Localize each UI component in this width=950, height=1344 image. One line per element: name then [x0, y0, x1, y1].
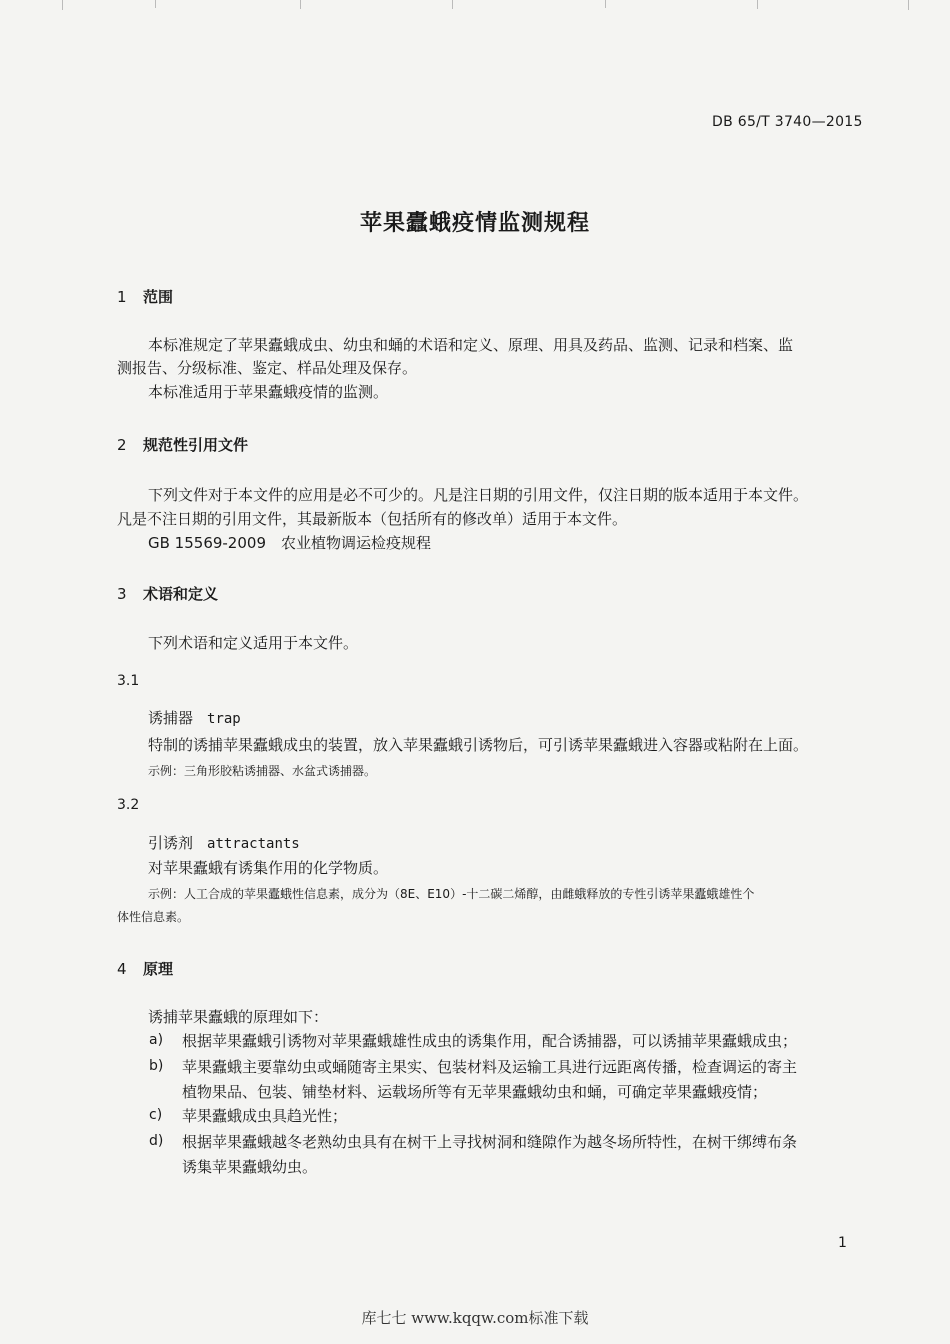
- scan-mark: [757, 0, 758, 9]
- term-zh: 诱捕器: [148, 709, 194, 727]
- list-item-label: d): [149, 1133, 164, 1149]
- list-item-text: 诱集苹果蠹蛾幼虫。: [182, 1158, 318, 1176]
- paragraph: 下列术语和定义适用于本文件。: [148, 634, 359, 652]
- section-number: 2: [117, 436, 127, 454]
- section-number: 4: [117, 960, 127, 978]
- section-title: 原理: [143, 960, 174, 978]
- page-number: 1: [838, 1235, 847, 1251]
- list-item-text: 根据苹果蠹蛾越冬老熟幼虫具有在树干上寻找树洞和缝隙作为越冬场所特性，在树干绑缚布条: [182, 1133, 798, 1151]
- subsection-number: 3.1: [117, 673, 140, 689]
- paragraph: 本标准规定了苹果蠹蛾成虫、幼虫和蛹的术语和定义、原理、用具及药品、监测、记录和档案、监: [148, 336, 794, 354]
- term-heading: [148, 707, 241, 731]
- paragraph: 下列文件对于本文件的应用是必不可少的。凡是注日期的引用文件，仅注日期的版本适用于本文件。: [148, 486, 809, 504]
- footer-watermark[interactable]: 库七七 www.kqqw.com标准下载: [361, 1309, 589, 1327]
- term-en: trap: [207, 711, 241, 727]
- list-item-text: 苹果蠹蛾主要靠幼虫或蛹随寄主果实、包装材料及运输工具进行远距离传播，检查调运的寄主: [182, 1058, 798, 1076]
- list-item-label: a): [149, 1032, 164, 1048]
- list-item-label: c): [149, 1107, 163, 1123]
- scan-mark: [452, 0, 453, 9]
- example-note: 体性信息素。: [117, 910, 190, 924]
- section-heading-3: [117, 583, 218, 604]
- term-en: attractants: [207, 836, 300, 852]
- section-title: 规范性引用文件: [143, 436, 249, 454]
- section-number: 3: [117, 585, 127, 603]
- list-item-text: 根据苹果蠹蛾引诱物对苹果蠹蛾雄性成虫的诱集作用，配合诱捕器，可以诱捕苹果蠹蛾成虫；: [182, 1032, 798, 1050]
- list-item-text: 植物果品、包装、铺垫材料、运载场所等有无苹果蠹蛾幼虫和蛹，可确定苹果蠹蛾疫情；: [182, 1083, 768, 1101]
- standard-code: DB 65/T 3740—2015: [712, 114, 863, 130]
- term-definition: 特制的诱捕苹果蠹蛾成虫的装置，放入苹果蠹蛾引诱物后，可引诱苹果蠹蛾进入容器或粘附在上面。: [148, 736, 809, 754]
- scan-mark: [62, 0, 63, 10]
- scan-mark: [300, 0, 301, 9]
- section-title: 范围: [143, 288, 174, 306]
- list-item-text: 苹果蠹蛾成虫具趋光性；: [182, 1107, 348, 1125]
- subsection-number: 3.2: [117, 797, 140, 813]
- section-number: 1: [117, 288, 127, 306]
- scan-mark: [155, 0, 156, 8]
- scan-mark: [908, 0, 909, 10]
- list-item-label: b): [149, 1058, 164, 1074]
- example-note: 示例：三角形胶粘诱捕器、水盆式诱捕器。: [148, 764, 377, 778]
- scan-mark: [605, 0, 606, 8]
- section-title: 术语和定义: [143, 585, 219, 603]
- normative-reference: GB 15569-2009 农业植物调运检疫规程: [148, 534, 431, 552]
- paragraph: 测报告、分级标准、鉴定、样品处理及保存。: [117, 359, 418, 377]
- term-heading: [148, 832, 300, 856]
- document-title: 苹果蠹蛾疫情监测规程: [359, 211, 590, 236]
- paragraph: 本标准适用于苹果蠹蛾疫情的监测。: [148, 383, 389, 401]
- example-note: 示例：人工合成的苹果蠹蛾性信息素，成分为（8E、E10）-十二碳二烯醇，由雌蛾释放的专性引诱苹果蠹蛾雄性个: [148, 887, 755, 901]
- section-heading-4: [117, 958, 173, 979]
- paragraph: 凡是不注日期的引用文件，其最新版本（包括所有的修改单）适用于本文件。: [117, 510, 628, 528]
- section-heading-2: [117, 434, 248, 455]
- term-definition: 对苹果蠹蛾有诱集作用的化学物质。: [148, 859, 389, 877]
- paragraph: 诱捕苹果蠹蛾的原理如下：: [148, 1008, 329, 1026]
- section-heading-1: [117, 286, 173, 307]
- term-zh: 引诱剂: [148, 834, 194, 852]
